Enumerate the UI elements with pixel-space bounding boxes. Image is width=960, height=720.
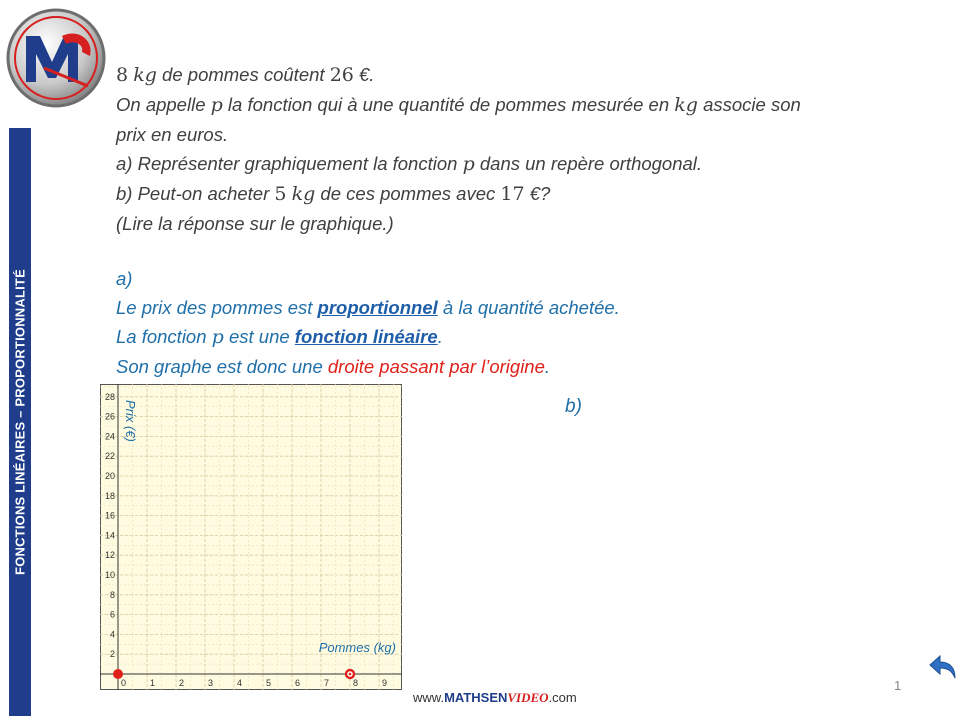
x-tick-label: 8 xyxy=(353,678,359,688)
keyword-proportionnel: proportionnel xyxy=(317,297,438,318)
y-tick-label: 4 xyxy=(109,629,115,640)
x-tick-label: 4 xyxy=(237,678,243,688)
y-tick-label: 6 xyxy=(109,609,115,620)
data-point-0 xyxy=(113,669,123,679)
problem-line-6: (Lire la réponse sur le graphique.) xyxy=(116,213,394,234)
chapter-sidebar xyxy=(9,128,31,716)
answer-line-1: Le prix des pommes est proportionnel à la quantité achetée. xyxy=(116,297,620,318)
problem-line-2: On appelle p la fonction qui à une quantité de pommes mesurée en kg associe son xyxy=(116,94,801,116)
data-point-1-center xyxy=(349,673,352,676)
x-tick-label: 2 xyxy=(179,678,185,688)
price-graph xyxy=(100,384,402,690)
answer-line-3: Son graphe est donc une droite passant par l’origine. xyxy=(116,356,551,377)
y-tick-label: 12 xyxy=(104,550,115,561)
x-axis-label: Pommes (kg) xyxy=(318,640,396,655)
answer-line-2: La fonction p est une fonction linéaire. xyxy=(116,326,443,348)
y-tick-label: 2 xyxy=(109,649,115,660)
y-tick-label: 8 xyxy=(109,589,115,600)
y-tick-label: 22 xyxy=(104,451,115,462)
keyword-fonction-lineaire: fonction linéaire xyxy=(294,326,438,347)
problem-line-1: 8 kg de pommes coûtent 26 €. xyxy=(116,64,375,86)
chapter-title: FONCTIONS LINÉAIRES – PROPORTIONNALITÉ xyxy=(12,269,28,575)
website-url[interactable]: www.MATHSENVIDEO.com xyxy=(413,690,577,705)
problem-line-4: a) Représenter graphiquement la fonction p dans un repère orthogonal. xyxy=(116,153,703,175)
problem-statement xyxy=(116,60,946,238)
x-tick-label: 9 xyxy=(382,678,388,688)
x-tick-label: 5 xyxy=(266,678,272,688)
y-tick-label: 14 xyxy=(104,530,115,541)
return-arrow-icon[interactable] xyxy=(928,652,958,682)
problem-line-3: prix en euros. xyxy=(116,124,229,145)
y-tick-label: 24 xyxy=(104,431,115,442)
answer-part-a xyxy=(116,264,620,381)
x-tick-label: 0 xyxy=(121,678,127,688)
x-tick-label: 7 xyxy=(324,678,330,688)
problem-line-5: b) Peut-on acheter 5 kg de ces pommes avec 17 €? xyxy=(116,183,551,205)
y-tick-label: 18 xyxy=(104,490,115,501)
y-tick-label: 16 xyxy=(104,510,115,521)
y-tick-label: 28 xyxy=(104,391,115,402)
answer-part-b-label: b) xyxy=(565,396,582,417)
y-tick-label: 26 xyxy=(104,411,115,422)
y-axis-label: Prix (€) xyxy=(123,400,138,442)
y-tick-label: 20 xyxy=(104,471,115,481)
page-number: 1 xyxy=(894,678,902,693)
x-tick-label: 1 xyxy=(150,678,156,688)
y-tick-label: 10 xyxy=(104,570,115,580)
answer-a-label: a) xyxy=(116,268,133,289)
mathsenvideo-logo xyxy=(4,6,108,110)
x-tick-label: 3 xyxy=(208,678,214,688)
x-tick-label: 6 xyxy=(295,678,301,688)
